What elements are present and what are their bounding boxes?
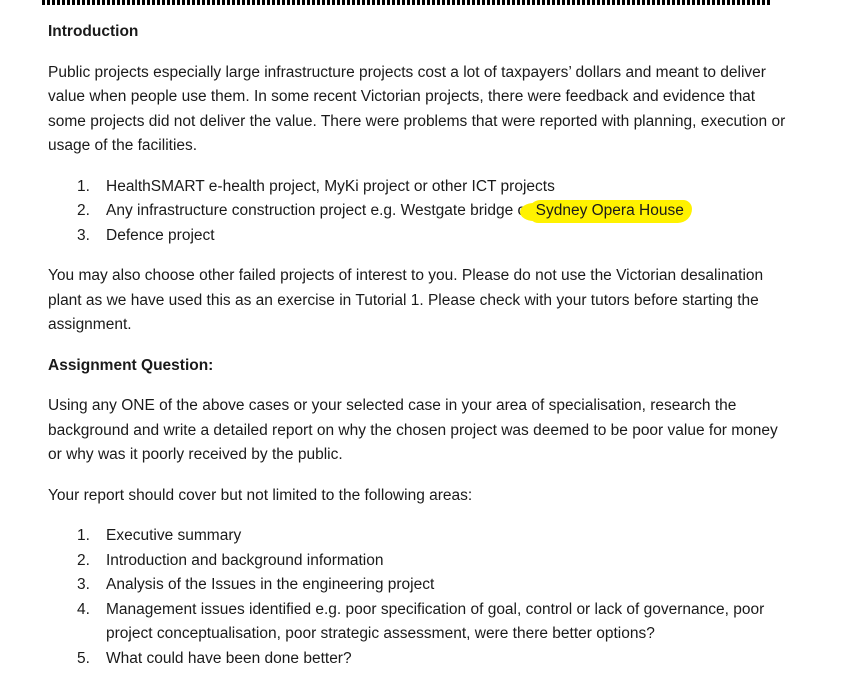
list-number: 1. — [77, 177, 90, 195]
list-number: 4. — [77, 600, 90, 618]
introduction-heading: Introduction — [48, 23, 139, 40]
project-list-item — [48, 175, 788, 200]
report-areas-list — [48, 524, 788, 671]
list-item-text: Analysis of the Issues in the engineering project — [106, 576, 435, 593]
project-choice-note: You may also choose other failed projects of interest to you. Please do not use the Victorian desalination plant as we have used this as an exercise in Tutorial 1. Please check with your tutors before starting the assignment. — [48, 267, 764, 333]
list-item-text: Management issues identified e.g. poor specification of goal, control or lack of governance, poor project conceptualisation, poor strategic assessment, were there better options? — [106, 600, 765, 642]
introduction-paragraph: Public projects especially large infrastructure projects cost a lot of taxpayers’ dollars and meant to deliver value when people use them. In some recent Victorian projects, there were feedback and evidence that some projects did not deliver the value. There were problems that were reported with planning, execution or usage of the facilities. — [48, 63, 786, 154]
report-area-item — [48, 647, 788, 672]
list-item-text: Any infrastructure construction project e.g. Westgate bridge or — [106, 202, 536, 219]
assignment-question-heading: Assignment Question: — [48, 356, 214, 374]
list-number: 3. — [77, 576, 90, 593]
page-top-border — [42, 0, 770, 5]
report-area-item — [48, 573, 788, 598]
project-list-item — [48, 224, 788, 249]
document-page — [48, 20, 788, 687]
list-number: 3. — [77, 226, 90, 244]
highlighted-text: Sydney Opera House — [535, 202, 684, 219]
list-item-text: Defence project — [106, 226, 215, 244]
list-number: 1. — [77, 527, 90, 544]
report-area-item — [48, 549, 788, 574]
list-item-text: Introduction and background information — [106, 551, 384, 569]
list-number: 2. — [77, 551, 90, 569]
list-item-text: HealthSMART e-health project, MyKi project or other ICT projects — [106, 177, 555, 195]
list-number: 5. — [77, 649, 90, 667]
list-item-text: What could have been done better? — [106, 649, 352, 667]
report-area-item — [48, 524, 788, 549]
report-area-item — [48, 598, 788, 647]
list-item-text: Executive summary — [106, 527, 242, 544]
project-list-item — [48, 199, 788, 224]
assignment-paragraph: Using any ONE of the above cases or your selected case in your area of specialisation, research the background and write a detailed report on why the chosen project was deemed to be poor value for money or why was it poorly received by the public. — [48, 397, 778, 463]
report-coverage-intro: Your report should cover but not limited to the following areas: — [48, 486, 473, 504]
project-list — [48, 175, 788, 249]
list-number: 2. — [77, 202, 90, 219]
